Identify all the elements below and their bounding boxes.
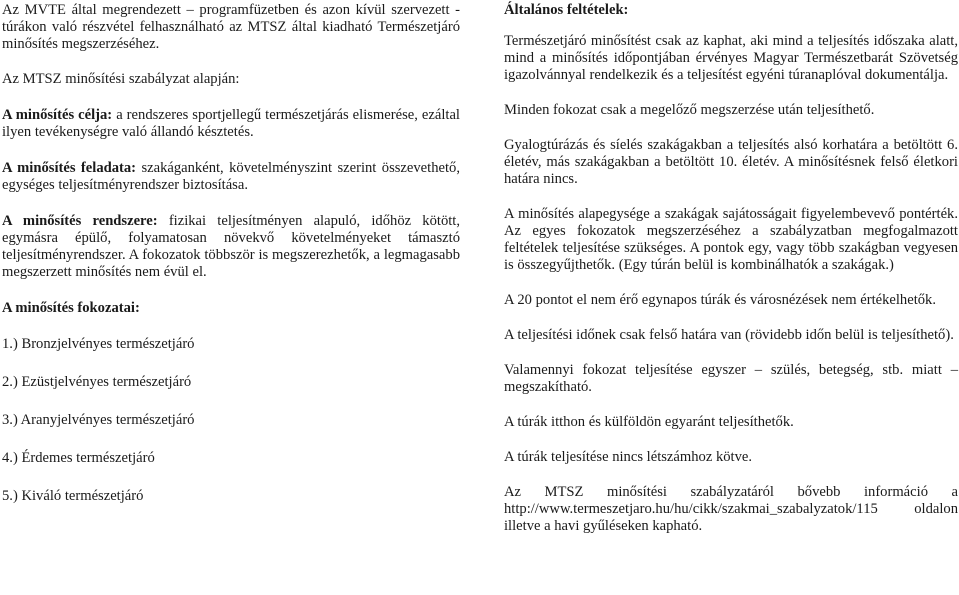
condition-paragraph: A minősítés alapegysége a szakágak sajátosságait figyelembevevő pontérték. Az egyes fokozatok megszerzéséhez a szabályzatban megfogalmazott feltételek teljesítése szükséges. A pontok egy, vagy több szakágban vegyesen is összegyűjthetők. (Egy túrán belül is kombinálhatók a szakágak.) [504,206,958,273]
goal-label: A minősítés célja: [2,107,113,123]
goal-paragraph [2,107,460,141]
intro-paragraph: Az MVTE által megrendezett – programfüzetben és azon kívül szervezett - túrákon való részvétel felhasználható az MTSZ által kiadható Természetjáró minősítés megszerzéséhez. [2,2,460,52]
level-item: 2.) Ezüstjelvényes természetjáró [2,374,192,390]
condition-paragraph: Minden fokozat csak a megelőző megszerzése után teljesíthető. [504,102,875,118]
task-paragraph [2,160,460,194]
right-column [504,2,958,553]
condition-paragraph: A túrák teljesítése nincs létszámhoz kötve. [504,449,753,465]
level-item: 4.) Érdemes természetjáró [2,450,155,466]
goal-text: a rendszeres sportjellegű természetjárás elismerése, ezáltal ilyen tevékenységre való állandó késztetés. [2,107,460,140]
condition-paragraph: Valamennyi fokozat teljesítése egyszer – szülés, betegség, stb. miatt – megszakítható. [504,362,958,395]
left-column [2,2,460,526]
system-paragraph [2,213,460,281]
condition-paragraph: A túrák itthon és külföldön egyaránt teljesíthetők. [504,414,794,430]
condition-paragraph: Az MTSZ minősítési szabályzatáról bővebb információ a http://www.termeszetjaro.hu/hu/cikk/szakmai_szabalyzatok/115 oldalon illetve a havi gyűléseken kapható. [504,484,958,534]
task-text: szakáganként, követelményszint szerint összevethető, egységes teljesítményrendszer biztosítása. [2,160,460,193]
basis-paragraph: Az MTSZ minősítési szabályzat alapján: [2,71,240,87]
level-item: 5.) Kiváló természetjáró [2,488,144,504]
conditions-title: Általános feltételek: [504,2,629,18]
condition-paragraph: Gyalogtúrázás és síelés szakágakban a teljesítés alsó korhatára a betöltött 6. életév, más szakágakban a betöltött 10. életév. A minősítésnek felső életkori határa nincs. [504,137,958,187]
task-label: A minősítés feladata: [2,160,137,176]
system-label: A minősítés rendszere: [2,213,158,229]
condition-paragraph: A teljesítési időnek csak felső határa van (rövidebb időn belül is teljesíthető). [504,327,954,343]
level-item: 3.) Aranyjelvényes természetjáró [2,412,195,428]
condition-paragraph: A 20 pontot el nem érő egynapos túrák és városnézések nem értékelhetők. [504,292,936,308]
condition-paragraph: Természetjáró minősítést csak az kaphat, aki mind a teljesítés időszaka alatt, mind a minősítés időpontjában érvényes Magyar Természetbarát Szövetség igazolvánnyal rendelkezik és a teljesítést egyéni túranaplóval dokumentálja. [504,33,958,83]
level-item: 1.) Bronzjelvényes természetjáró [2,336,195,352]
levels-heading: A minősítés fokozatai: [2,300,140,316]
system-text: fizikai teljesítményen alapuló, időhöz kötött, egymásra épülő, folyamatosan növekvő követelményeket támasztó teljesítményrendszer. A fokozatok többször is megszerezhetők, a legmagasabb megszerzett minősítés nem évül el. [2,213,460,280]
